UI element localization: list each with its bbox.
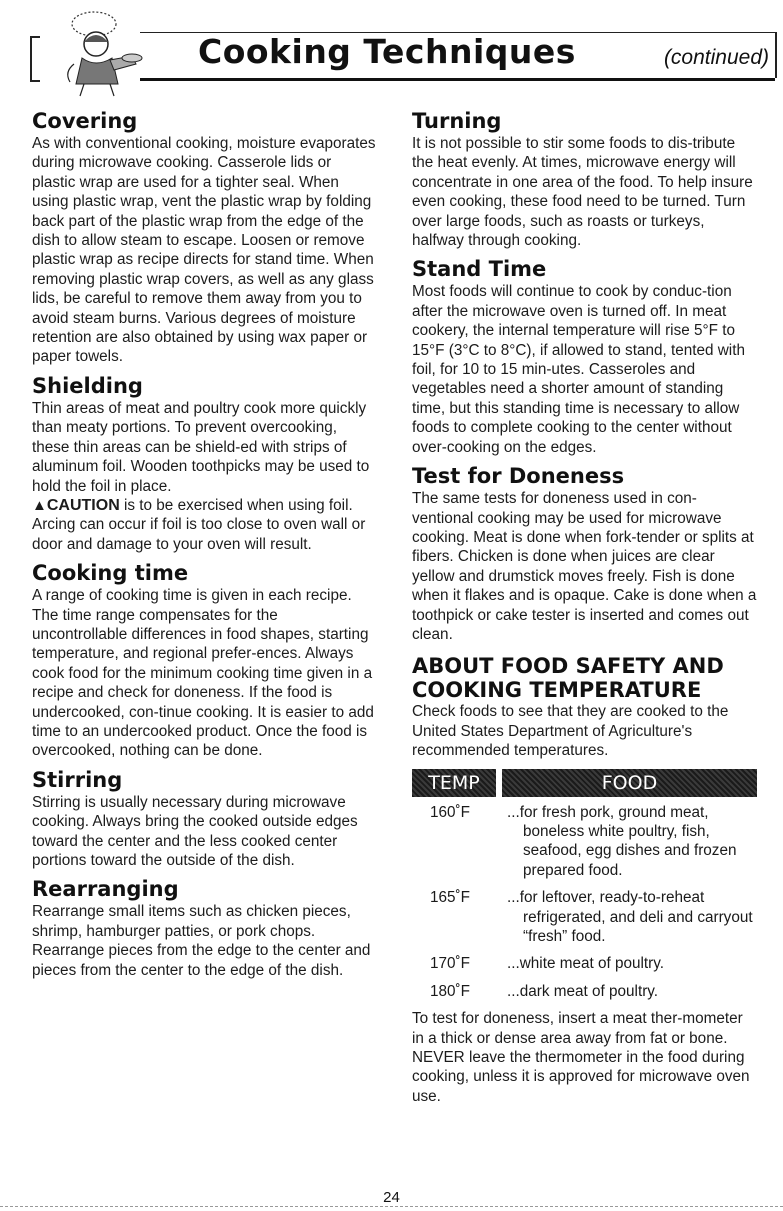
- column-header-food: FOOD: [502, 769, 757, 797]
- section-heading: Test for Doneness: [412, 464, 625, 489]
- temp-cell: 160˚F: [430, 803, 470, 821]
- food-cell: [507, 803, 757, 881]
- chef-illustration: [44, 2, 154, 98]
- section-food-safety: [412, 654, 757, 1106]
- section-body: It is not possible to stir some foods to dis-tribute the heat evenly. At times, microwave energy will concentrate in one area of the food. To help insure even cooking, these food need to be turned. Turn over large foods, such as roasts or turkeys, halfway through cooking.: [412, 135, 753, 250]
- section-turning: [412, 108, 757, 250]
- caution-body: is to be exercised when using foil. Arcing can occur if foil is too close to oven wall or door and damage to your oven will result.: [32, 496, 366, 553]
- section-heading: Rearranging: [32, 877, 179, 902]
- section-stand-time: [412, 256, 757, 457]
- section-body: Rearrange small items such as chicken pieces, shrimp, hamburger patties, or pork chops. Rearrange pieces from the edge to the center and pieces from the center to the edge of the dish.: [32, 903, 371, 979]
- food-cell-rest: refrigerated, and deli and carryout “fresh” food.: [523, 908, 753, 945]
- temperature-table: [412, 769, 757, 1002]
- section-heading: Cooking time: [32, 561, 189, 586]
- food-cell-first: ...white meat of poultry.: [507, 955, 665, 973]
- section-doneness: [412, 463, 757, 644]
- food-cell-first: ...for fresh pork, ground meat,: [507, 803, 709, 821]
- section-cooking-time: [32, 560, 377, 761]
- food-cell: [507, 982, 757, 1001]
- section-covering: [32, 108, 377, 367]
- food-safety-intro: Check foods to see that they are cooked to the United States Department of Agriculture's recommended temperatures.: [412, 703, 729, 760]
- section-body: The same tests for doneness used in con-ventional cooking may be used for microwave cooking. Meat is done when fork-tender or splits at fibers. Chicken is done when juices are clear yellow and drumstick moves freely. Fish is done when it flakes and is opaque. Cake is done when a toothpick or cake tester is inserted and comes out clean.: [412, 490, 757, 643]
- section-body: Thin areas of meat and poultry cook more quickly than meaty portions. To prevent overcooking, these thin areas can be shield-ed with strips of aluminum foil. Wooden toothpicks may be used to hold the foil in place.: [32, 399, 370, 495]
- right-column: [412, 108, 757, 1109]
- section-body: As with conventional cooking, moisture evaporates during microwave cooking. Casserole lids or plastic wrap are used for a tighter seal. When using plastic wrap, vent the plastic wrap by folding back part of the plastic wrap from the edge of the dish to allow steam to escape. Loosen or remove plastic wrap as recipe directs for stand time. When removing plastic wrap covers, as well as any glass lids, be careful to remove them away from you to avoid steam burns. Various degrees of moisture retention are also obtained by using wax paper or paper towels.: [32, 135, 376, 366]
- food-cell-rest: boneless white poultry, fish, seafood, egg dishes and frozen prepared food.: [523, 822, 737, 879]
- section-heading: Stand Time: [412, 257, 547, 282]
- food-cell-first: ...for leftover, ready-to-reheat: [507, 889, 705, 907]
- temp-cell: 165˚F: [430, 889, 470, 907]
- section-heading: Shielding: [32, 373, 143, 398]
- temp-cell: 170˚F: [430, 955, 470, 973]
- food-cell: [507, 954, 757, 973]
- left-column: [32, 108, 377, 983]
- temperature-table-header: [412, 769, 757, 797]
- page-header: [0, 0, 783, 100]
- page-number: 24: [383, 1189, 400, 1206]
- table-row: [412, 954, 757, 973]
- food-cell: [507, 888, 757, 946]
- section-stirring: [32, 767, 377, 871]
- continued-label: (continued): [663, 46, 769, 69]
- table-row: [412, 803, 757, 881]
- warning-icon: ▲: [32, 496, 47, 514]
- food-safety-heading-line2: COOKING TEMPERATURE: [412, 678, 702, 703]
- header-rule-bottom: [140, 78, 775, 81]
- header-bracket-left: [30, 36, 40, 82]
- page-title: Cooking Techniques: [198, 32, 576, 71]
- column-header-temp: TEMP: [412, 769, 496, 797]
- table-row: [412, 888, 757, 946]
- section-heading: Covering: [32, 109, 138, 133]
- food-cell-first: ...dark meat of poultry.: [507, 982, 659, 1000]
- section-heading: Stirring: [32, 767, 123, 792]
- food-safety-heading-line1: ABOUT FOOD SAFETY AND: [412, 654, 724, 679]
- section-body: Most foods will continue to cook by conduc-tion after the microwave oven is turned off. In meat cookery, the internal temperature will rise 5°F to 15°F (3°C to 8°C), if allowed to stand, tented with foil, for 10 to 15 min-utes. Casseroles and vegetables need a shorter amount of standing time, but this standing time is necessary to allow foods to complete cooking to the center without over-cooking on the edges.: [412, 283, 745, 456]
- temp-cell: 180˚F: [430, 982, 470, 1000]
- section-body: Stirring is usually necessary during microwave cooking. Always bring the cooked outside edges toward the center and the less cooked center portions toward the outside of the dish.: [32, 793, 358, 869]
- table-row: [412, 982, 757, 1001]
- footer-rule: [0, 1206, 783, 1207]
- section-body: A range of cooking time is given in each recipe. The time range compensates for the uncontrollable differences in food shapes, starting temperature, and regional prefer-ences. Always cook food for the minimum cooking time given in a recipe and check for doneness. If the food is undercooked, con-tinue cooking. It is easier to add time to an undercooked product. Once the food is overcooked, nothing can be done.: [32, 587, 374, 760]
- header-bracket-right: [772, 32, 777, 78]
- section-rearranging: [32, 876, 377, 980]
- section-shielding: [32, 373, 377, 554]
- section-heading: Turning: [412, 109, 502, 133]
- caution-label: CAUTION: [46, 496, 120, 514]
- food-safety-footer: To test for doneness, insert a meat ther-mometer in a thick or dense area away from fat or bone. NEVER leave the thermometer in the food during cooking, unless it is approved for microwave oven use.: [412, 1010, 750, 1105]
- food-safety-heading: [412, 654, 757, 702]
- caution-paragraph: [32, 496, 377, 554]
